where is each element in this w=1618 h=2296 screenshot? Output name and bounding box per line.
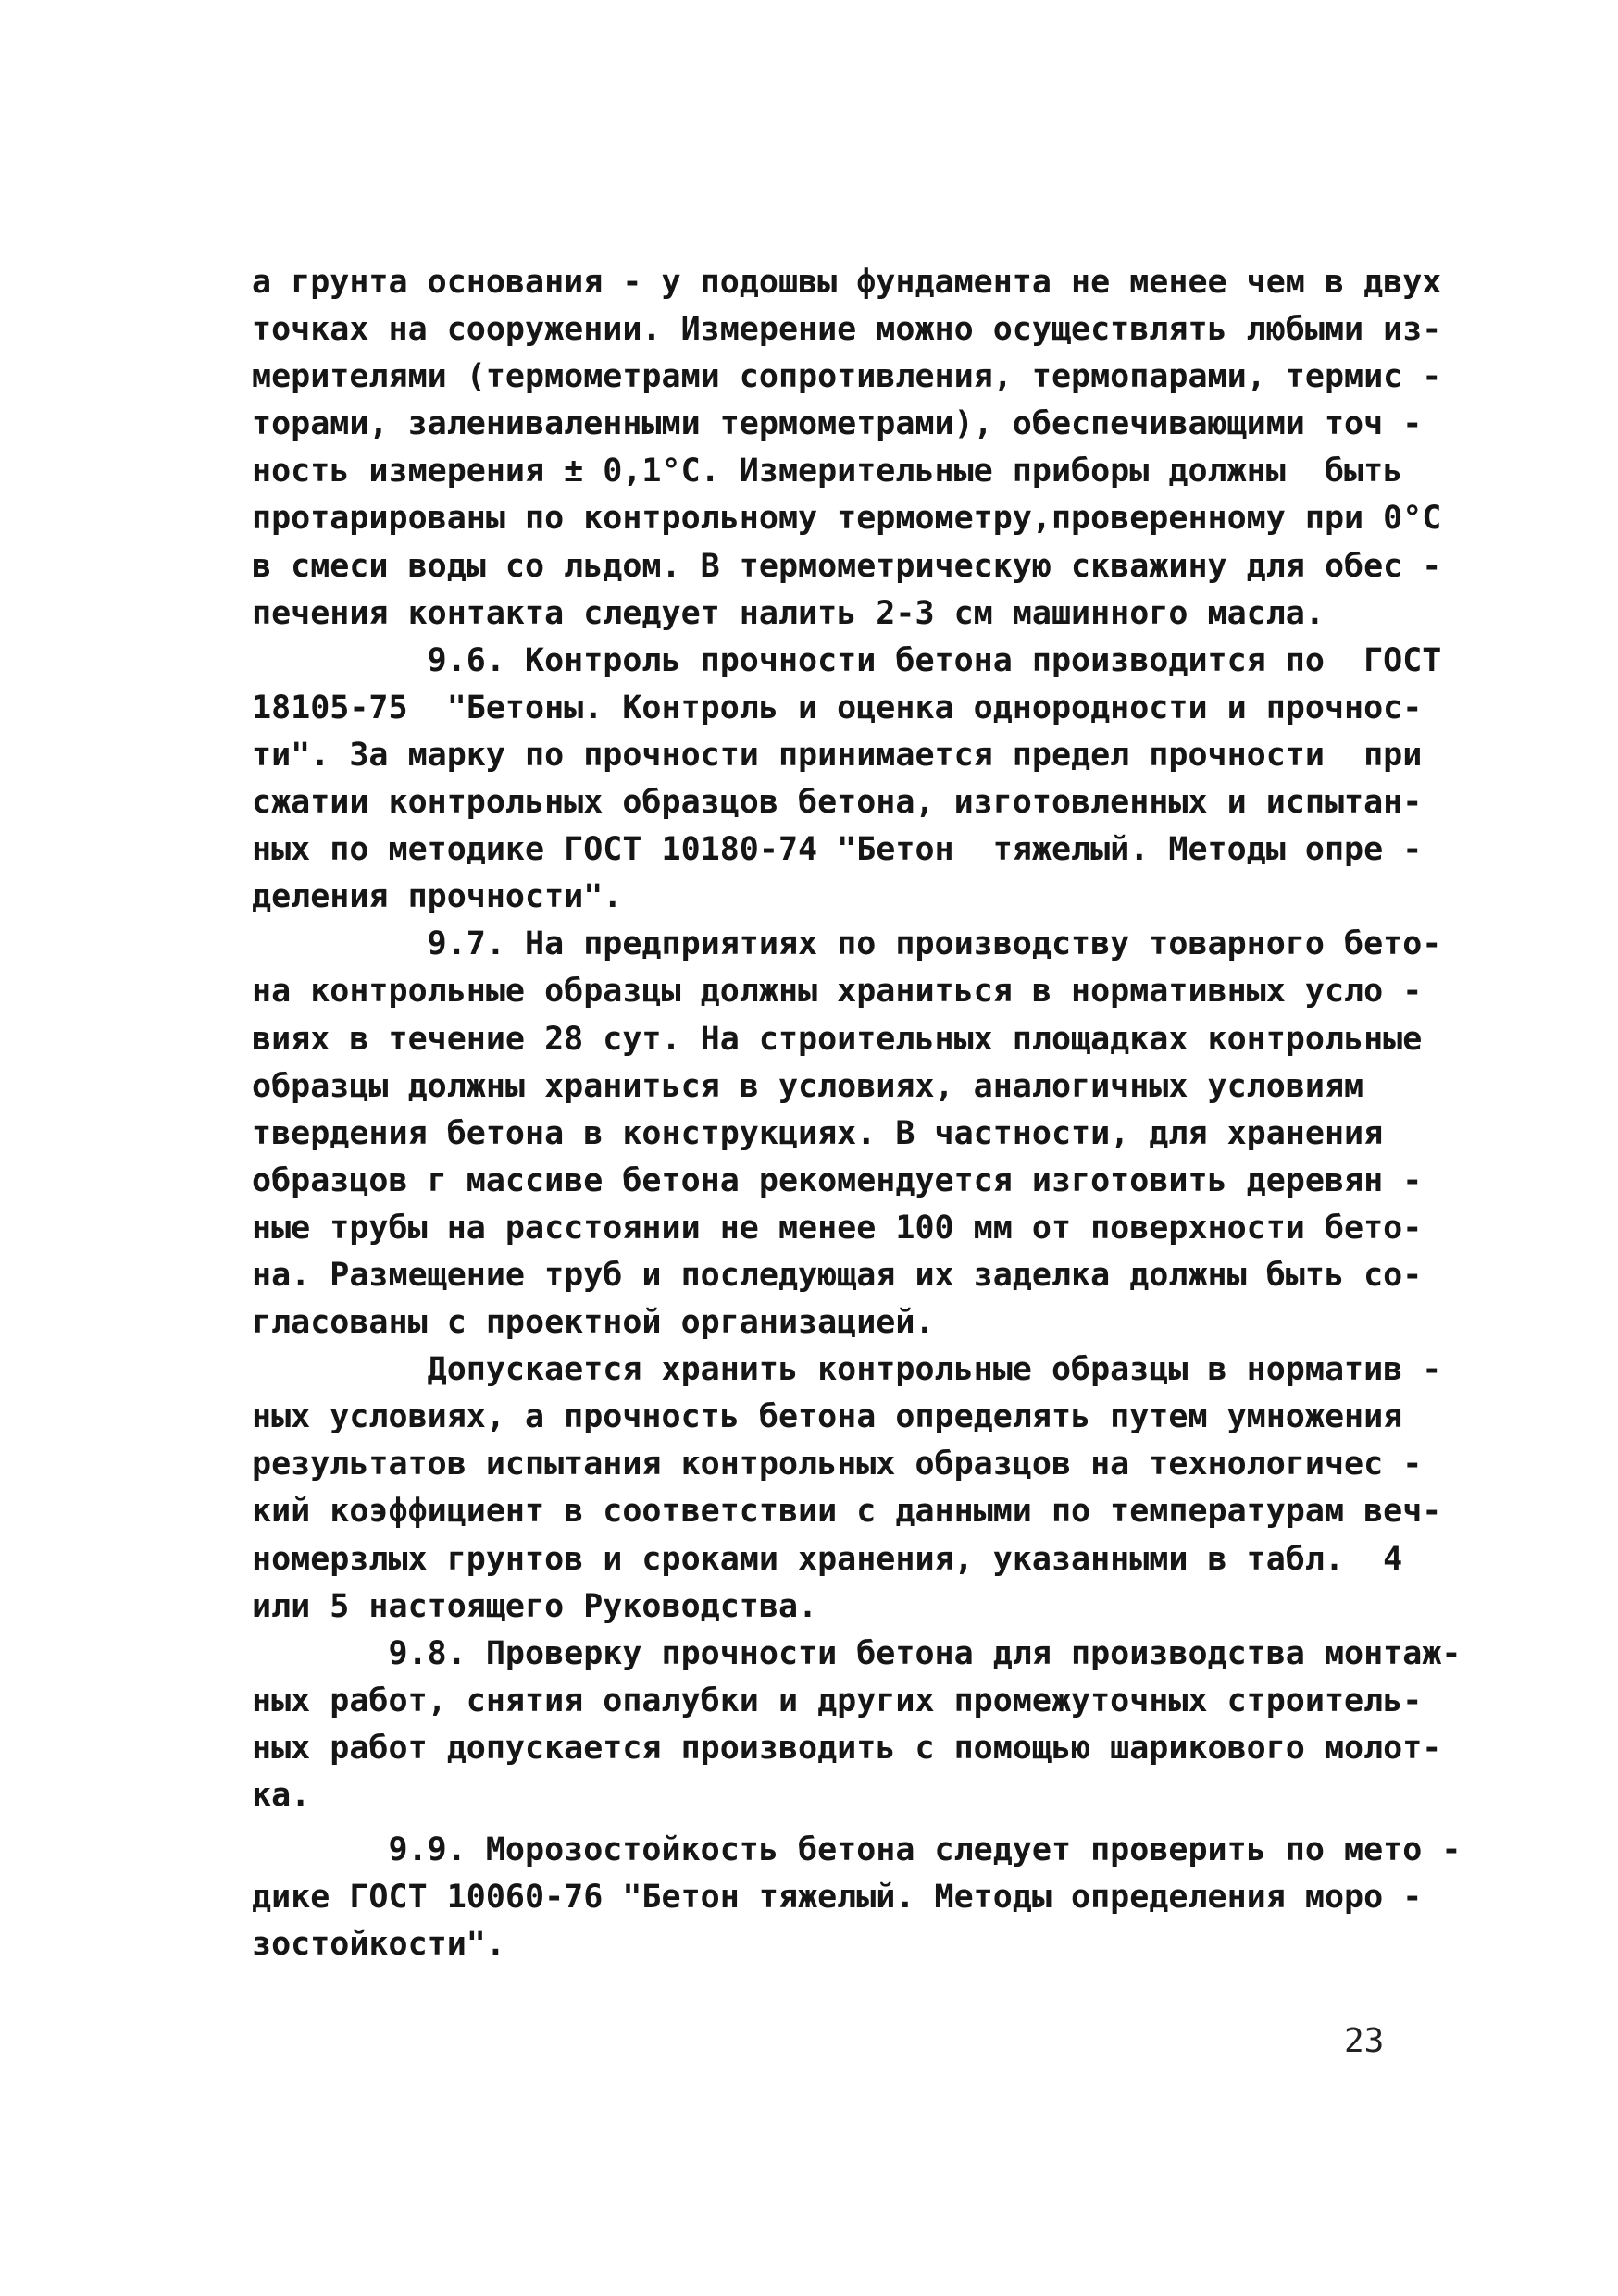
text-line: ных работ, снятия опалубки и других промежуточных строитель- bbox=[252, 1682, 1423, 1719]
paragraph-9-7-start: 9.7. На предприятиях по производству товарного бето- bbox=[252, 925, 1442, 963]
text-line: протарированы по контрольному термометру,проверенному при 0°С bbox=[252, 500, 1442, 538]
text-line: торами, залениваленными термометрами), обеспечивающими точ - bbox=[252, 405, 1423, 443]
text-line: на. Размещение труб и последующая их заделка должны быть со- bbox=[252, 1256, 1423, 1294]
text-line: ных работ допускается производить с помощью шарикового молот- bbox=[252, 1729, 1442, 1767]
paragraph-allowed-start: Допускается хранить контрольные образцы в норматив - bbox=[252, 1351, 1442, 1389]
text-line: на контрольные образцы должны храниться в нормативных усло - bbox=[252, 973, 1423, 1011]
text-line: виях в течение 28 сут. На строительных площадках контрольные bbox=[252, 1020, 1423, 1058]
text-line: а грунта основания - у подошвы фундамента не менее чем в двух bbox=[252, 264, 1442, 301]
text-line: точках на сооружении. Измерение можно осуществлять любыми из- bbox=[252, 311, 1442, 349]
paragraph-9-8-start: 9.8. Проверку прочности бетона для производства монтаж- bbox=[252, 1634, 1462, 1672]
text-line: ных условиях, а прочность бетона определять путем умножения bbox=[252, 1398, 1403, 1436]
text-line: ти". За марку по прочности принимается предел прочности при bbox=[252, 736, 1423, 774]
paragraph-9-6-start: 9.6. Контроль прочности бетона производится по ГОСТ bbox=[252, 641, 1442, 679]
text-line: в смеси воды со льдом. В термометрическую скважину для обес - bbox=[252, 547, 1442, 585]
text-line: ность измерения ± 0,1°С. Измерительные приборы должны быть bbox=[252, 453, 1403, 490]
text-line: или 5 настоящего Руководства. bbox=[252, 1587, 818, 1625]
text-line: ные трубы на расстоянии не менее 100 мм от поверхности бето- bbox=[252, 1209, 1423, 1247]
text-line: гласованы с проектной организацией. bbox=[252, 1304, 935, 1342]
text-line: дике ГОСТ 10060-76 "Бетон тяжелый. Методы определения моро - bbox=[252, 1879, 1423, 1917]
text-line: образцов г массиве бетона рекомендуется изготовить деревян - bbox=[252, 1161, 1423, 1199]
paragraph-9-9-start: 9.9. Морозостойкость бетона следует проверить по мето - bbox=[252, 1831, 1462, 1869]
text-line: номерзлых грунтов и сроками хранения, указанными в табл. 4 bbox=[252, 1540, 1403, 1578]
page-number: 23 bbox=[1344, 2022, 1385, 2060]
text-line: ных по методике ГОСТ 10180-74 "Бетон тяжелый. Методы опре - bbox=[252, 831, 1423, 869]
text-line: образцы должны храниться в условиях, аналогичных условиям bbox=[252, 1067, 1364, 1105]
text-line: деления прочности". bbox=[252, 878, 623, 916]
text-line: сжатии контрольных образцов бетона, изготовленных и испытан- bbox=[252, 784, 1423, 822]
text-line: твердения бетона в конструкциях. В частности, для хранения bbox=[252, 1114, 1384, 1152]
body-text bbox=[252, 259, 1462, 1968]
text-line: 18105-75 "Бетоны. Контроль и оценка однородности и прочнос- bbox=[252, 689, 1423, 726]
text-line: печения контакта следует налить 2-3 см машинного масла. bbox=[252, 594, 1325, 632]
text-line: зостойкости". bbox=[252, 1926, 505, 1964]
text-line: кий коэффициент в соответствии с данными по температурам веч- bbox=[252, 1493, 1442, 1531]
text-line: результатов испытания контрольных образцов на технологичес - bbox=[252, 1446, 1423, 1483]
text-line: мерителями (термометрами сопротивления, термопарами, термис - bbox=[252, 358, 1442, 396]
text-line: ка. bbox=[252, 1777, 311, 1814]
